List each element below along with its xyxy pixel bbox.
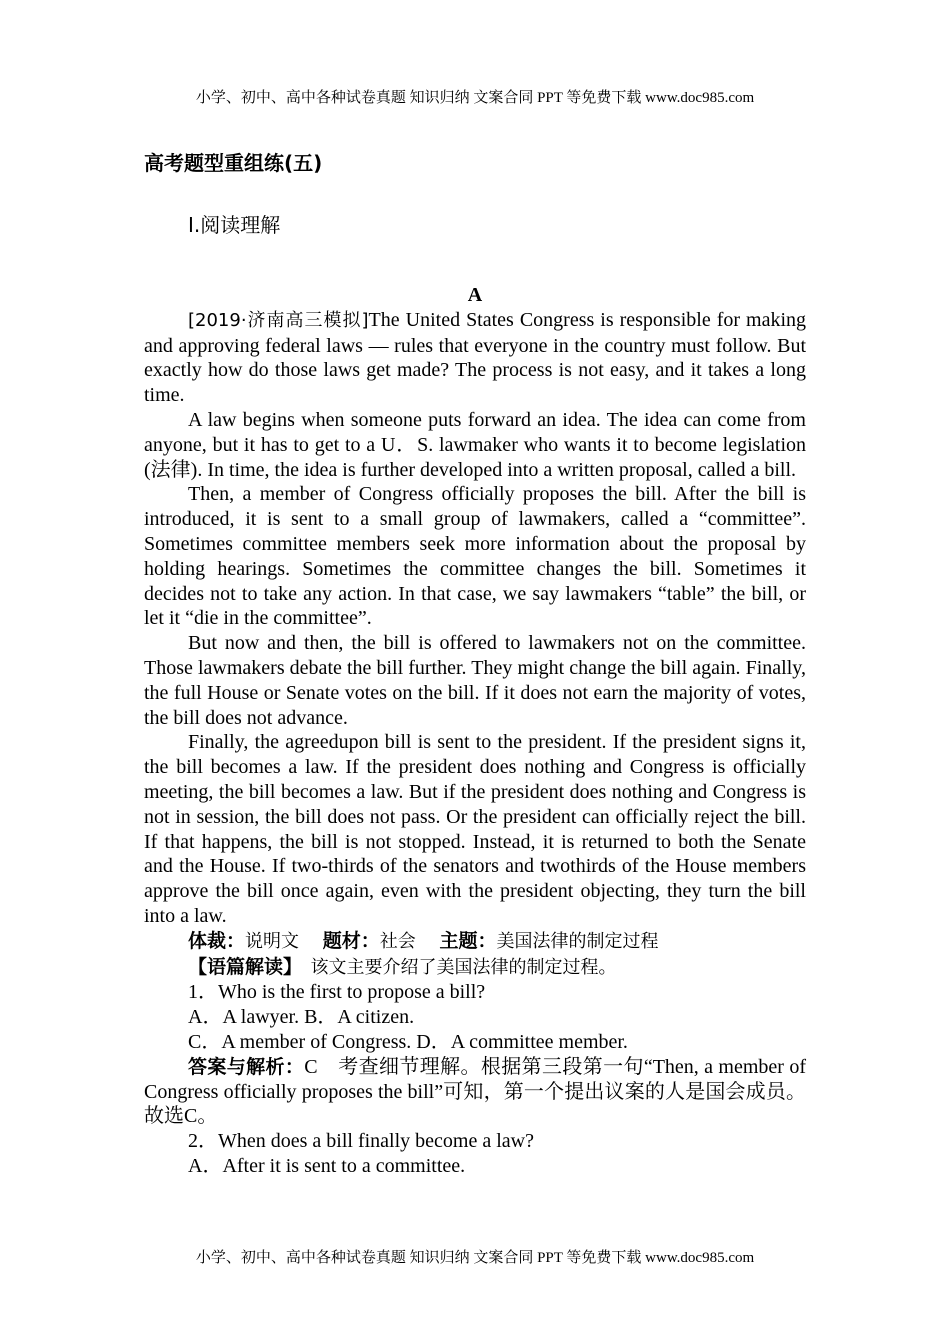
passage-paragraph-4: But now and then, the bill is offered to lawmakers not on the committee. Those lawmakers debate the bill further. They might change the bill again. Finally, the full House or Senate votes on the bill. If it does not earn the majority of votes, the bill does not advance. (144, 632, 806, 729)
question-1-answer (144, 1055, 806, 1129)
page-header: 小学、初中、高中各种试卷真题 知识归纳 文案合同 PPT 等免费下载 www.doc985.com (195, 90, 755, 106)
theme-label: 主题： (439, 929, 497, 952)
theme-value: 美国法律的制定过程 (496, 930, 659, 952)
passage-paragraph-2: A law begins when someone puts forward an idea. The idea can come from anyone, but it has to get to a U．S. lawmaker who wants it to become legislation (法律). In time, the idea is further developed into a written proposal, called a bill. (144, 408, 806, 481)
passage-analysis (144, 955, 806, 981)
question-1-options-ab: A．A lawyer. B．A citizen. (188, 1006, 415, 1029)
passage-paragraph-5: Finally, the agreedupon bill is sent to the president. If the president signs it, the bill becomes a law. If the president does nothing and Congress is officially meeting, the bill becomes a law. But if the president does nothing and Congress is not in session, the bill does not pass. Or the president can officially reject the bill. If that happens, the bill is not stopped. Instead, it is returned to both the Senate and the House. If two-thirds of the senators and twothirds of the House members approve the bill once again, even with the president objecting, they turn the bill into a law. (144, 731, 806, 927)
passage-label: A (467, 284, 483, 306)
page-content (144, 283, 806, 1179)
passage-paragraph-3: Then, a member of Congress officially proposes the bill. After the bill is introduced, it is sent to a small group of lawmakers, called a “committee”. Sometimes committee members seek more information about the proposal by holding hearings. Sometimes the committee changes the bill. Sometimes it decides not to take any action. In that case, we say lawmakers “table” the bill, or let it “die in the committee”. (144, 483, 806, 630)
paragraph-text: The United States Congress is responsible for making and approving federal laws — rules that everyone in the country must follow. But exactly how do those laws get made? The process is not easy, and it takes a long time. (144, 308, 806, 407)
passage-source: [2019·济南高三模拟] (188, 309, 369, 331)
section-heading: Ⅰ.阅读理解 (188, 213, 281, 237)
page-title: 高考题型重组练(五) (144, 151, 323, 175)
answer-text: C 考查细节理解。根据第三段第一句“Then, a member of Congress officially proposes the bill”可知，第一个提出议案的人是国会成员。故选C。 (144, 1055, 806, 1128)
answer-label: 答案与解析： (188, 1055, 305, 1078)
genre-value: 说明文 (245, 930, 300, 952)
genre-label: 体裁： (188, 929, 246, 952)
passage-paragraph-1 (144, 308, 806, 408)
topic-label: 题材： (322, 929, 380, 952)
analysis-label: 【语篇解读】 (188, 955, 293, 978)
question-1-options-cd: C．A member of Congress. D．A committee member. (188, 1030, 628, 1053)
question-1-stem: 1．Who is the first to propose a bill? (188, 981, 486, 1004)
topic-value: 社会 (379, 930, 416, 952)
page-footer: 小学、初中、高中各种试卷真题 知识归纳 文案合同 PPT 等免费下载 www.doc985.com (195, 1250, 755, 1266)
question-2-option-a: A．After it is sent to a committee. (188, 1154, 466, 1177)
passage-meta (144, 929, 806, 955)
analysis-text: 该文主要介绍了美国法律的制定过程。 (310, 956, 617, 978)
question-2-stem: 2．When does a bill finally become a law? (188, 1130, 534, 1153)
